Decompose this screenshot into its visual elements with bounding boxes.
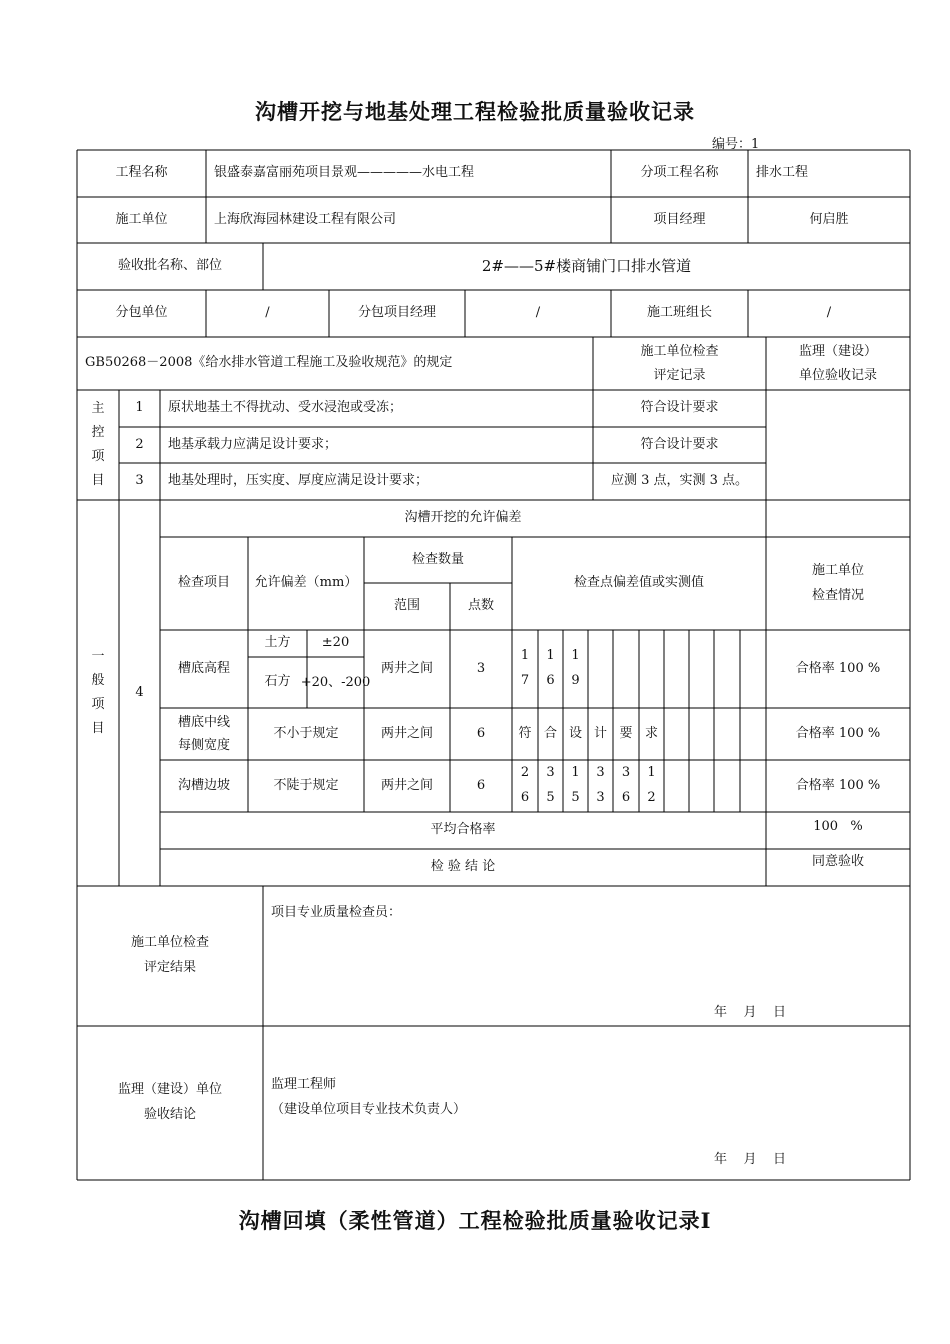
main-items-label-char: 控 (91, 424, 105, 440)
pass-rate: 合格率 100 % (795, 660, 881, 676)
sub-project-value: 排水工程 (756, 165, 809, 181)
general-items-label-char: 般 (91, 672, 105, 688)
measurement-cell (538, 760, 563, 812)
measurement-digit: 3 (621, 765, 631, 781)
measurement-digit: 2 (647, 790, 656, 805)
general-items-label-char: 项 (91, 697, 105, 712)
contractor-eval-label (77, 886, 263, 1026)
measurement-cell: 计 (593, 725, 607, 741)
check-points: 3 (476, 660, 486, 676)
check-range: 两井之间 (380, 660, 433, 676)
measurement-cell (639, 760, 664, 812)
main-item-text: 地基处理时，压实度、厚度应满足设计要求； (168, 473, 429, 489)
col-points: 点数 (467, 598, 494, 614)
main-items-label-char: 主 (91, 400, 105, 416)
check-points: 6 (476, 725, 486, 741)
batch-label: 验收批名称、部位 (117, 258, 222, 274)
measurement-digit: 3 (546, 765, 555, 781)
contractor-value: 上海欣海园林建设工程有限公司 (214, 211, 397, 227)
general-items-label-char: 一 (91, 648, 105, 664)
supervision-conclusion-label-line2: 验收结论 (143, 1107, 196, 1122)
project-name-value: 银盛泰嘉富丽苑项目景观—————水电工程 (214, 165, 475, 181)
measurement-digit: 5 (546, 790, 555, 805)
section-title: 沟槽开挖的允许偏差 (404, 510, 522, 526)
measurement-cell (613, 760, 639, 812)
check-item-name: 槽底高程 (177, 660, 230, 676)
supervising-engineer-note: （建设单位项目专业技术负责人） (271, 1101, 467, 1117)
sub-manager-label: 分包项目经理 (357, 305, 436, 321)
measurement-digit: 7 (520, 673, 530, 688)
soil-type: 土方 (264, 635, 291, 651)
contractor-eval-label-line2: 评定结果 (143, 960, 196, 975)
check-item-name: 沟槽边坡 (177, 777, 230, 793)
measurement-digit: 3 (596, 790, 605, 805)
general-item-no: 4 (135, 684, 144, 700)
supervision-conclusion-label (77, 1026, 263, 1180)
measurement-digit: 1 (647, 765, 656, 781)
contractor-label: 施工单位 (115, 211, 168, 227)
check-item-name-line1: 槽底中线 (177, 714, 230, 730)
sub-manager-value: / (535, 305, 541, 321)
manager-label: 项目经理 (653, 211, 706, 227)
supervision-record-header-line2: 单位验收记录 (798, 367, 877, 383)
main-item-no: 3 (135, 473, 144, 489)
col-status-line1: 施工单位 (811, 562, 864, 578)
supervision-conclusion-label-line1: 监理（建设）单位 (117, 1082, 222, 1098)
measurement-digit: 1 (571, 648, 580, 664)
pass-rate: 合格率 100 % (795, 777, 881, 793)
main-item-text: 原状地基土不得扰动、受水浸泡或受冻； (168, 400, 403, 416)
batch-value: 2#——5#楼商铺门口排水管道 (481, 257, 692, 276)
project-name-label: 工程名称 (115, 165, 168, 181)
measurement-digit: 1 (520, 648, 530, 664)
contractor-eval-label-line1: 施工单位检查 (130, 935, 209, 951)
check-tolerance: 不小于规定 (273, 725, 339, 741)
check-item-name-line2: 每侧宽度 (177, 738, 230, 753)
measurement-cell (563, 630, 588, 708)
main-item-no: 1 (135, 400, 144, 416)
check-item-name (160, 708, 248, 760)
signature-date: 年 月 日 (713, 1151, 787, 1167)
measurement-cell (588, 760, 613, 812)
page-title: 沟槽开挖与地基处理工程检验批质量验收记录 (255, 99, 695, 124)
rock-tolerance: +20、-200 (300, 674, 371, 690)
main-item-text: 地基承载力应满足设计要求； (168, 436, 338, 452)
measurement-cell: 设 (568, 725, 582, 741)
measurement-digit: 5 (571, 790, 580, 805)
avg-pass-rate-value: 100 % (813, 818, 863, 834)
measurement-cell: 符 (518, 725, 532, 741)
quality-inspector-label: 项目专业质量检查员： (271, 904, 402, 920)
col-tolerance: 允许偏差（mm） (254, 575, 358, 591)
subcontractor-value: / (265, 305, 270, 321)
measurement-digit: 6 (546, 673, 555, 688)
check-record-header-line2: 评定记录 (653, 367, 706, 383)
measurement-cell: 求 (644, 725, 658, 741)
col-check-item: 检查项目 (177, 575, 230, 591)
sub-project-label: 分项工程名称 (640, 165, 719, 181)
conclusion-label: 检 验 结 论 (430, 859, 496, 875)
check-record-header-line1: 施工单位检查 (640, 344, 719, 360)
col-status (766, 537, 910, 630)
main-items-label (77, 390, 119, 500)
measurement-digit: 2 (520, 765, 530, 781)
measurement-digit: 6 (520, 790, 530, 805)
col-values: 检查点偏差值或实测值 (573, 575, 704, 591)
supervision-record-header-line1: 监理（建设） (798, 344, 877, 360)
check-tolerance: 不陡于规定 (273, 777, 339, 793)
measurement-digit: 1 (571, 765, 580, 781)
col-quantity: 检查数量 (411, 551, 464, 567)
measurement-cell (563, 760, 588, 812)
avg-pass-rate-label: 平均合格率 (430, 822, 496, 838)
document-number: 编号：1 (712, 137, 760, 152)
supervision-record-header (766, 337, 910, 390)
supervising-engineer-label: 监理工程师 (271, 1076, 337, 1092)
main-item-result: 符合设计要求 (640, 436, 719, 452)
main-item-result: 应测 3 点，实测 3 点。 (610, 473, 749, 489)
main-items-label-char: 目 (91, 473, 105, 489)
conclusion-value: 同意验收 (811, 854, 864, 870)
col-status-line2: 检查情况 (811, 587, 864, 603)
general-items-label-char: 目 (91, 721, 105, 737)
main-items-label-char: 项 (91, 449, 105, 464)
measurement-cell: 要 (619, 725, 633, 741)
check-range: 两井之间 (380, 777, 433, 793)
rock-type: 石方 (264, 674, 291, 690)
team-leader-value: / (826, 305, 832, 321)
subcontractor-label: 分包单位 (115, 305, 168, 321)
measurement-cell (512, 760, 538, 812)
measurement-digit: 9 (571, 673, 580, 688)
check-record-header (593, 337, 766, 390)
measurement-cell: 合 (543, 725, 557, 741)
main-item-result: 符合设计要求 (640, 400, 719, 416)
measurement-digit: 1 (546, 648, 555, 664)
col-range: 范围 (393, 598, 420, 614)
manager-value: 何启胜 (809, 211, 849, 227)
general-items-label (77, 500, 119, 886)
soil-tolerance: ±20 (321, 635, 350, 651)
signature-date: 年 月 日 (713, 1004, 787, 1020)
check-points: 6 (476, 777, 486, 793)
measurement-cell (512, 630, 538, 708)
standard-text: GB50268－2008《给水排水管道工程施工及验收规范》的规定 (85, 355, 453, 371)
team-leader-label: 施工班组长 (646, 305, 712, 321)
measurement-digit: 6 (621, 790, 631, 805)
main-item-no: 2 (135, 436, 144, 452)
measurement-digit: 3 (596, 765, 605, 781)
next-section-title: 沟槽回填（柔性管道）工程检验批质量验收记录Ⅰ (238, 1208, 712, 1233)
check-range: 两井之间 (380, 725, 433, 741)
pass-rate: 合格率 100 % (795, 725, 881, 741)
measurement-cell (538, 630, 563, 708)
